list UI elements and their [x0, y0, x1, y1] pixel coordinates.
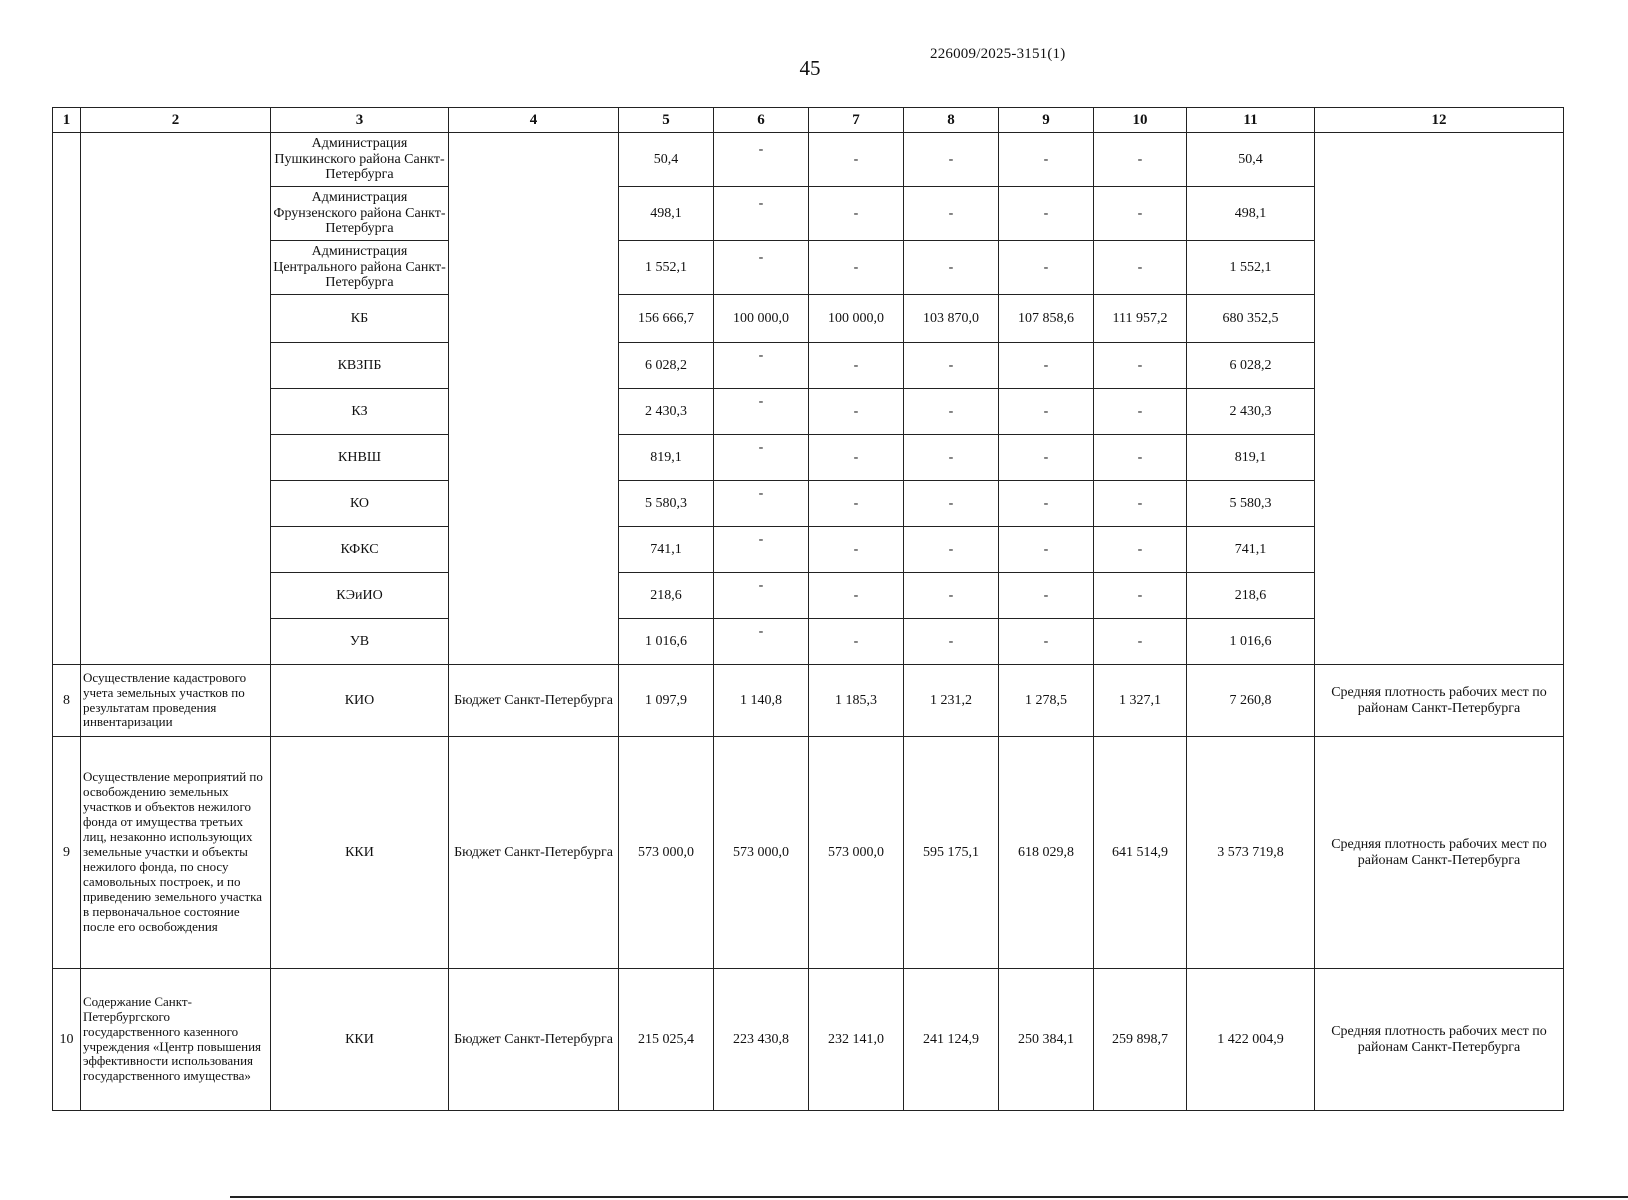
value-cell: 1 552,1: [1187, 241, 1315, 295]
value-cell: 1 097,9: [619, 665, 714, 737]
table-row: [53, 665, 1564, 737]
executor-cell: КЗ: [271, 389, 449, 435]
value-cell: 1 231,2: [904, 665, 999, 737]
value-cell: -: [714, 241, 809, 295]
value-cell: 100 000,0: [809, 295, 904, 343]
value-cell: -: [904, 435, 999, 481]
value-cell: 232 141,0: [809, 969, 904, 1111]
executor-cell: Администрация Фрунзенского района Санкт-Петербурга: [271, 187, 449, 241]
executor-cell: КЭиИО: [271, 573, 449, 619]
value-cell: 1 327,1: [1094, 665, 1187, 737]
value-cell: -: [999, 133, 1094, 187]
value-cell: 5 580,3: [1187, 481, 1315, 527]
value-cell: -: [714, 187, 809, 241]
value-cell: 50,4: [1187, 133, 1315, 187]
value-cell: -: [1094, 133, 1187, 187]
value-cell: -: [904, 241, 999, 295]
value-cell: -: [999, 573, 1094, 619]
value-cell: -: [999, 481, 1094, 527]
value-cell: -: [999, 435, 1094, 481]
executor-cell: Администрация Пушкинского района Санкт-Петербурга: [271, 133, 449, 187]
value-cell: 498,1: [1187, 187, 1315, 241]
value-cell: -: [714, 389, 809, 435]
value-cell: -: [999, 343, 1094, 389]
value-cell: -: [809, 435, 904, 481]
value-cell: -: [1094, 619, 1187, 665]
executor-cell: ККИ: [271, 969, 449, 1111]
value-cell: 103 870,0: [904, 295, 999, 343]
value-cell: 1 185,3: [809, 665, 904, 737]
funding-source-cell: [449, 133, 619, 665]
value-cell: 819,1: [619, 435, 714, 481]
column-header: 2: [81, 108, 271, 133]
value-cell: -: [714, 343, 809, 389]
budget-table: [52, 107, 1564, 1111]
column-header: 11: [1187, 108, 1315, 133]
value-cell: -: [714, 573, 809, 619]
value-cell: -: [904, 619, 999, 665]
value-cell: 215 025,4: [619, 969, 714, 1111]
column-header: 1: [53, 108, 81, 133]
value-cell: -: [714, 435, 809, 481]
value-cell: -: [1094, 435, 1187, 481]
column-header: 10: [1094, 108, 1187, 133]
column-header: 3: [271, 108, 449, 133]
value-cell: -: [1094, 241, 1187, 295]
value-cell: -: [904, 481, 999, 527]
value-cell: -: [714, 133, 809, 187]
value-cell: 1 552,1: [619, 241, 714, 295]
executor-cell: КИО: [271, 665, 449, 737]
value-cell: -: [999, 527, 1094, 573]
column-header: 6: [714, 108, 809, 133]
executor-cell: УВ: [271, 619, 449, 665]
value-cell: -: [904, 527, 999, 573]
activity-name-cell: Осуществление мероприятий по освобождению земельных участков и объектов нежилого фонда от имущества третьих лиц, незаконно использующих земельные участки и объекты нежилого фонда, по сносу самовольных построек, и по приведению земельного участка в первоначальное состояние после его освобождения: [81, 737, 271, 969]
value-cell: -: [809, 343, 904, 389]
value-cell: 2 430,3: [619, 389, 714, 435]
value-cell: -: [904, 389, 999, 435]
table-row: [53, 737, 1564, 969]
value-cell: 819,1: [1187, 435, 1315, 481]
executor-cell: КВЗПБ: [271, 343, 449, 389]
value-cell: 111 957,2: [1094, 295, 1187, 343]
executor-cell: КФКС: [271, 527, 449, 573]
indicator-cell: [1315, 133, 1564, 665]
row-number-cell: 9: [53, 737, 81, 969]
row-number-cell: 10: [53, 969, 81, 1111]
value-cell: -: [809, 527, 904, 573]
value-cell: -: [809, 241, 904, 295]
indicator-cell: Средняя плотность рабочих мест по районам Санкт-Петербурга: [1315, 665, 1564, 737]
column-header: 5: [619, 108, 714, 133]
value-cell: -: [809, 573, 904, 619]
column-header: 9: [999, 108, 1094, 133]
value-cell: -: [714, 527, 809, 573]
value-cell: -: [809, 187, 904, 241]
value-cell: -: [1094, 481, 1187, 527]
value-cell: -: [714, 619, 809, 665]
executor-cell: КО: [271, 481, 449, 527]
value-cell: 498,1: [619, 187, 714, 241]
bottom-rule: [230, 1196, 1628, 1198]
value-cell: -: [809, 481, 904, 527]
value-cell: 5 580,3: [619, 481, 714, 527]
document-code: 226009/2025-3151(1): [930, 46, 1066, 62]
value-cell: -: [999, 389, 1094, 435]
value-cell: -: [714, 481, 809, 527]
executor-cell: Администрация Центрального района Санкт-Петербурга: [271, 241, 449, 295]
activity-name-cell: Содержание Санкт-Петербургского государственного казенного учреждения «Центр повышения эффективности использования государственного имущества»: [81, 969, 271, 1111]
executor-cell: КНВШ: [271, 435, 449, 481]
value-cell: -: [809, 619, 904, 665]
row-number-cell: [53, 133, 81, 665]
value-cell: 259 898,7: [1094, 969, 1187, 1111]
value-cell: -: [809, 389, 904, 435]
value-cell: 1 278,5: [999, 665, 1094, 737]
indicator-cell: Средняя плотность рабочих мест по районам Санкт-Петербурга: [1315, 969, 1564, 1111]
value-cell: 6 028,2: [619, 343, 714, 389]
value-cell: -: [999, 187, 1094, 241]
value-cell: 7 260,8: [1187, 665, 1315, 737]
value-cell: 3 573 719,8: [1187, 737, 1315, 969]
value-cell: -: [1094, 573, 1187, 619]
value-cell: 573 000,0: [619, 737, 714, 969]
value-cell: 250 384,1: [999, 969, 1094, 1111]
table-row: [53, 133, 1564, 187]
value-cell: -: [904, 343, 999, 389]
value-cell: 1 422 004,9: [1187, 969, 1315, 1111]
value-cell: 1 140,8: [714, 665, 809, 737]
value-cell: -: [1094, 527, 1187, 573]
column-header: 7: [809, 108, 904, 133]
value-cell: 1 016,6: [619, 619, 714, 665]
value-cell: -: [1094, 187, 1187, 241]
activity-name-cell: Осуществление кадастрового учета земельных участков по результатам проведения инвентаризации: [81, 665, 271, 737]
value-cell: 741,1: [1187, 527, 1315, 573]
row-number-cell: 8: [53, 665, 81, 737]
activity-name-cell: [81, 133, 271, 665]
value-cell: 107 858,6: [999, 295, 1094, 343]
value-cell: -: [809, 133, 904, 187]
value-cell: 2 430,3: [1187, 389, 1315, 435]
page-number: 45: [799, 56, 821, 80]
value-cell: -: [904, 133, 999, 187]
value-cell: 156 666,7: [619, 295, 714, 343]
value-cell: 618 029,8: [999, 737, 1094, 969]
value-cell: 223 430,8: [714, 969, 809, 1111]
column-header: 4: [449, 108, 619, 133]
value-cell: 641 514,9: [1094, 737, 1187, 969]
column-header: 12: [1315, 108, 1564, 133]
funding-source-cell: Бюджет Санкт-Петербурга: [449, 737, 619, 969]
value-cell: 6 028,2: [1187, 343, 1315, 389]
value-cell: -: [1094, 343, 1187, 389]
value-cell: -: [904, 187, 999, 241]
value-cell: -: [999, 241, 1094, 295]
funding-source-cell: Бюджет Санкт-Петербурга: [449, 665, 619, 737]
executor-cell: КБ: [271, 295, 449, 343]
executor-cell: ККИ: [271, 737, 449, 969]
value-cell: -: [1094, 389, 1187, 435]
funding-source-cell: Бюджет Санкт-Петербурга: [449, 969, 619, 1111]
column-header: 8: [904, 108, 999, 133]
value-cell: 50,4: [619, 133, 714, 187]
value-cell: 741,1: [619, 527, 714, 573]
value-cell: 573 000,0: [809, 737, 904, 969]
table-row: [53, 969, 1564, 1111]
indicator-cell: Средняя плотность рабочих мест по районам Санкт-Петербурга: [1315, 737, 1564, 969]
value-cell: 1 016,6: [1187, 619, 1315, 665]
value-cell: 573 000,0: [714, 737, 809, 969]
value-cell: 100 000,0: [714, 295, 809, 343]
column-header-row: [53, 108, 1564, 133]
value-cell: 218,6: [619, 573, 714, 619]
value-cell: -: [904, 573, 999, 619]
value-cell: 241 124,9: [904, 969, 999, 1111]
value-cell: -: [999, 619, 1094, 665]
value-cell: 595 175,1: [904, 737, 999, 969]
value-cell: 680 352,5: [1187, 295, 1315, 343]
value-cell: 218,6: [1187, 573, 1315, 619]
